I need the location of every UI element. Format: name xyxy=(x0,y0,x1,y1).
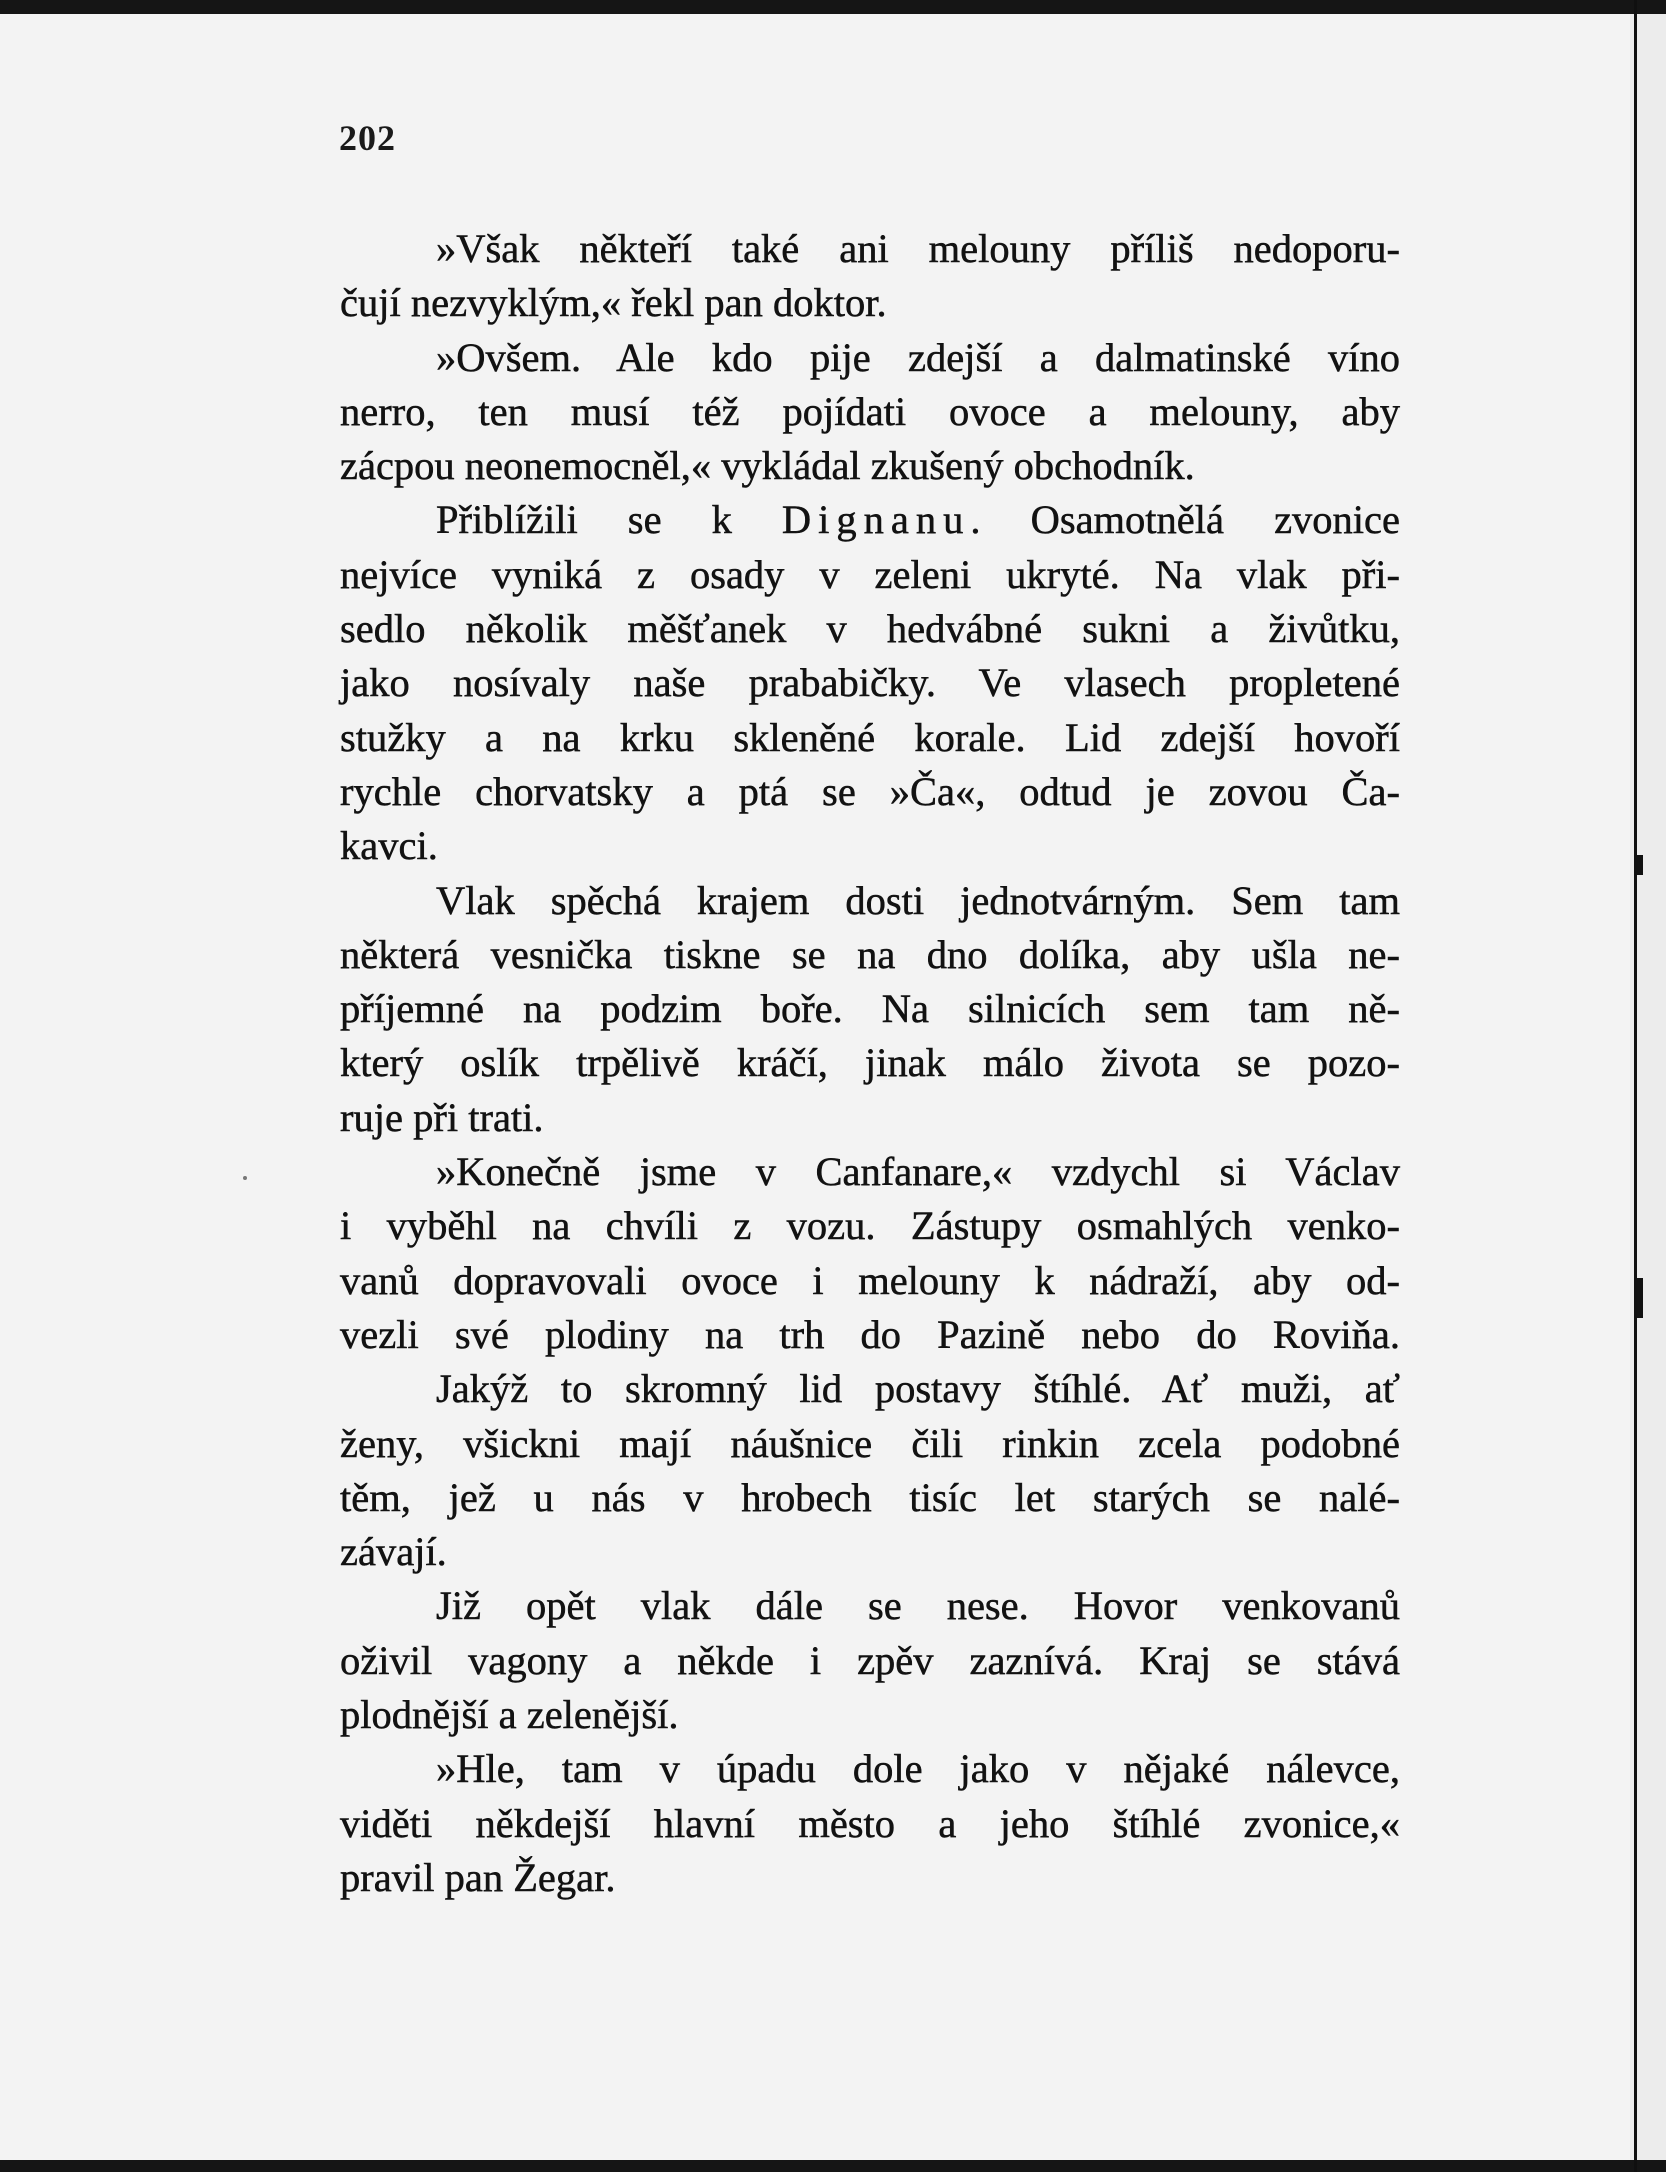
text-line: i vyběhl na chvíli z vozu. Zástupy osmahlých venko- xyxy=(340,1203,1400,1249)
text-line: některá vesnička tiskne se na dno dolíka, aby ušla ne- xyxy=(340,931,1400,977)
text-line: vezli své plodiny na trh do Pazině nebo do Roviňa. xyxy=(340,1311,1400,1357)
text-line: Jakýž to skromný lid postavy štíhlé. Ať muži, ať xyxy=(436,1366,1400,1412)
text-line: těm, jež u nás v hrobech tisíc let starých se nalé- xyxy=(340,1474,1400,1520)
margin-mark xyxy=(1637,1278,1643,1318)
text-line: »Hle, tam v úpadu dole jako v nějaké nálevce, xyxy=(436,1746,1400,1792)
text-line: čují nezvyklým,« řekl pan doktor. xyxy=(340,280,887,326)
text-segment: . Osamotnělá zvonice xyxy=(970,497,1400,543)
text-line: příjemné na podzim boře. Na silnicích sem tam ně- xyxy=(340,986,1400,1032)
text-segment: Přiblížili se k xyxy=(436,497,782,543)
text-line: zácpou neonemocněl,« vykládal zkušený obchodník. xyxy=(340,443,1195,489)
text-line: ruje při trati. xyxy=(340,1094,544,1140)
scan-edge-rule xyxy=(1634,0,1637,2172)
text-line: závají. xyxy=(340,1529,447,1575)
text-line: viděti někdejší hlavní město a jeho štíhlé zvonice,« xyxy=(340,1800,1400,1846)
text-line: ženy, všickni mají náušnice čili rinkin zcela podobné xyxy=(340,1420,1400,1466)
text-line xyxy=(340,493,1400,547)
text-line: plodnější a zelenější. xyxy=(340,1692,679,1738)
text-line: kavci. xyxy=(340,823,438,869)
body-text xyxy=(340,222,1400,1905)
text-line: Již opět vlak dále se nese. Hovor venkovanů xyxy=(436,1583,1400,1629)
spaced-word: Dignanu xyxy=(781,497,971,543)
text-line: »Ovšem. Ale kdo pije zdejší a dalmatinské víno xyxy=(436,334,1400,380)
text-line: stužky a na krku skleněné korale. Lid zdejší hovoří xyxy=(340,714,1400,760)
text-line: »Konečně jsme v Canfanare,« vzdychl si Václav xyxy=(436,1149,1400,1195)
text-line: který oslík trpělivě kráčí, jinak málo života se pozo- xyxy=(340,1040,1400,1086)
margin-mark xyxy=(1637,855,1643,875)
text-line: nejvíce vyniká z osady v zeleni ukryté. Na vlak při- xyxy=(340,551,1400,597)
text-line: pravil pan Žegar. xyxy=(340,1854,616,1900)
text-line: vanů dopravovali ovoce i melouny k nádraží, aby od- xyxy=(340,1257,1400,1303)
stray-dot xyxy=(243,1176,247,1180)
text-line: sedlo několik měšťanek v hedvábné sukni a živůtku, xyxy=(340,606,1400,652)
text-line: jako nosívaly naše prababičky. Ve vlasech propletené xyxy=(340,660,1400,706)
text-line: nerro, ten musí též pojídati ovoce a melouny, aby xyxy=(340,388,1400,434)
text-line: Vlak spěchá krajem dosti jednotvárným. Sem tam xyxy=(436,877,1400,923)
page-number: 202 xyxy=(339,118,396,158)
text-line: »Však někteří také ani melouny příliš nedoporu- xyxy=(436,226,1400,271)
text-line: oživil vagony a někde i zpěv zaznívá. Kraj se stává xyxy=(340,1637,1400,1683)
text-line: rychle chorvatsky a ptá se »Ča«, odtud je zovou Ča- xyxy=(340,768,1400,814)
